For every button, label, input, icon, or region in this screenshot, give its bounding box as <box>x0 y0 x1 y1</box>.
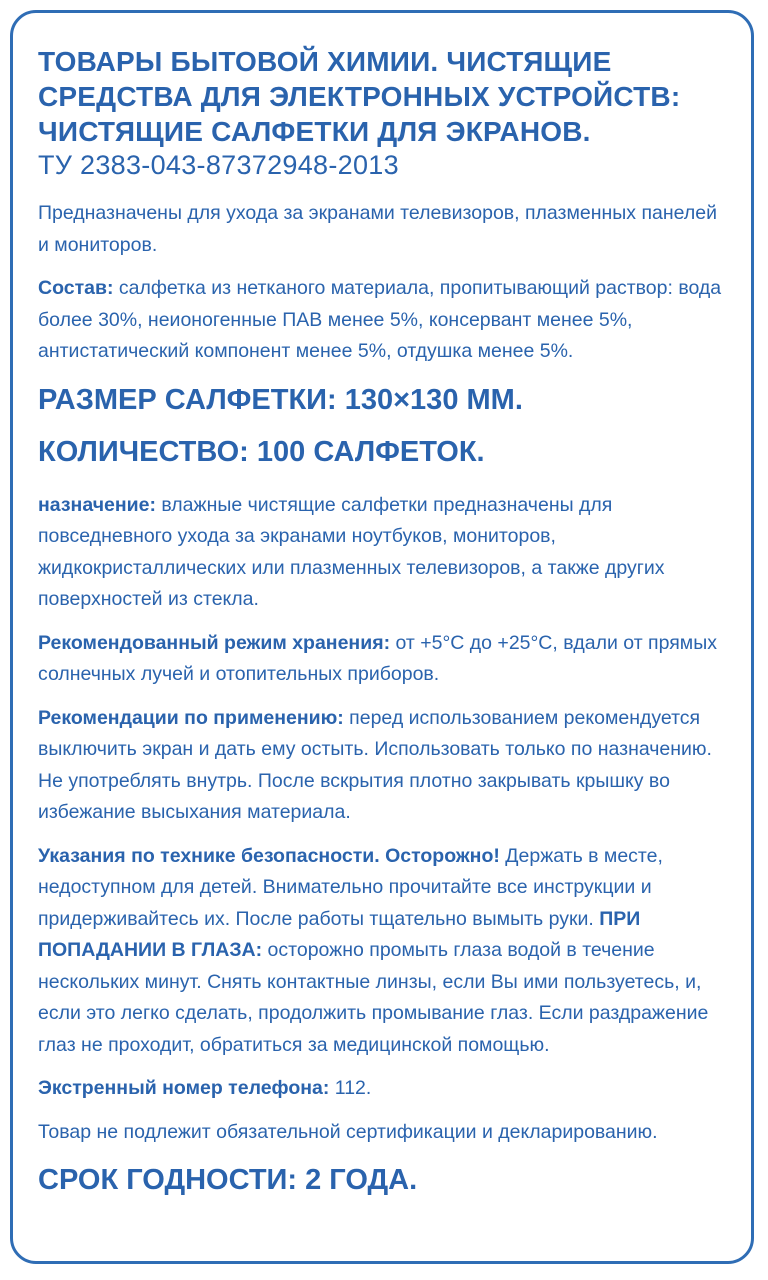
label-content <box>38 44 728 1200</box>
size-heading: РАЗМЕР САЛФЕТКИ: 130×130 ММ. <box>38 383 523 416</box>
emergency-paragraph <box>38 1073 728 1105</box>
title-line-2: СРЕДСТВА ДЛЯ ЭЛЕКТРОННЫХ УСТРОЙСТВ: <box>38 81 681 112</box>
safety-text-1: Держать в месте, недоступном для детей. Внимательно прочитайте все инструкции и придерживайтесь их. После работы тщательно вымыть руки. <box>38 844 663 930</box>
usage-paragraph <box>38 703 728 829</box>
storage-label: Рекомендованный режим хранения: <box>38 631 391 654</box>
usage-label: Рекомендации по применению: <box>38 706 344 729</box>
composition-label: Состав: <box>38 277 114 299</box>
product-title <box>38 44 728 149</box>
safety-paragraph <box>38 841 728 1062</box>
purpose-text: влажные чистящие салфетки предназначены для повседневного ухода за экранами ноутбуков, мониторов, жидкокристаллических или плазменных телевизоров, а также других поверхностей из стекла. <box>38 493 665 610</box>
title-line-1: ТОВАРЫ БЫТОВОЙ ХИМИИ. ЧИСТЯЩИЕ <box>38 46 612 77</box>
usage-text: перед использованием рекомендуется выключить экран и дать ему остыть. Использовать только по назначению. Не употреблять внутрь. После вскрытия плотно закрывать крышку во избежание высыхания материала. <box>38 706 712 823</box>
eye-contact-label: ПРИ ПОПАДАНИИ В ГЛАЗА: <box>38 907 641 961</box>
tu-code: ТУ 2383-043-87372948-2013 <box>38 150 399 180</box>
emergency-number: 112. <box>329 1077 372 1099</box>
count-heading: КОЛИЧЕСТВО: 100 САЛФЕТОК. <box>38 435 485 468</box>
safety-label: Указания по технике безопасности. Осторожно! <box>38 844 500 867</box>
shelf-life-heading: СРОК ГОДНОСТИ: 2 ГОДА. <box>38 1164 418 1196</box>
storage-paragraph <box>38 628 728 691</box>
purpose-paragraph <box>38 490 728 616</box>
intro-text: Предназначены для ухода за экранами телевизоров, плазменных панелей и мониторов. <box>38 202 717 256</box>
emergency-label: Экстренный номер телефона: <box>38 1077 330 1099</box>
title-line-3: ЧИСТЯЩИЕ САЛФЕТКИ ДЛЯ ЭКРАНОВ. <box>38 116 591 147</box>
certification-text: Товар не подлежит обязательной сертификации и декларированию. <box>38 1120 658 1143</box>
safety-text-2: осторожно промыть глаза водой в течение нескольких минут. Снять контактные линзы, если Вы ими пользуетесь, и, если это легко сделать, продолжить промывание глаз. Если раздражение глаз не проходит, обратиться за медицинской помощью. <box>38 939 709 1056</box>
composition-paragraph <box>38 273 728 368</box>
storage-text: от +5°С до +25°С, вдали от прямых солнечных лучей и отопительных приборов. <box>38 631 717 685</box>
purpose-label: назначение: <box>38 493 156 516</box>
composition-text: салфетка из нетканого материала, пропитывающий раствор: вода более 30%, неионогенные ПАВ менее 5%, консервант менее 5%, антистатический компонент менее 5%, отдушка менее 5%. <box>38 277 722 362</box>
